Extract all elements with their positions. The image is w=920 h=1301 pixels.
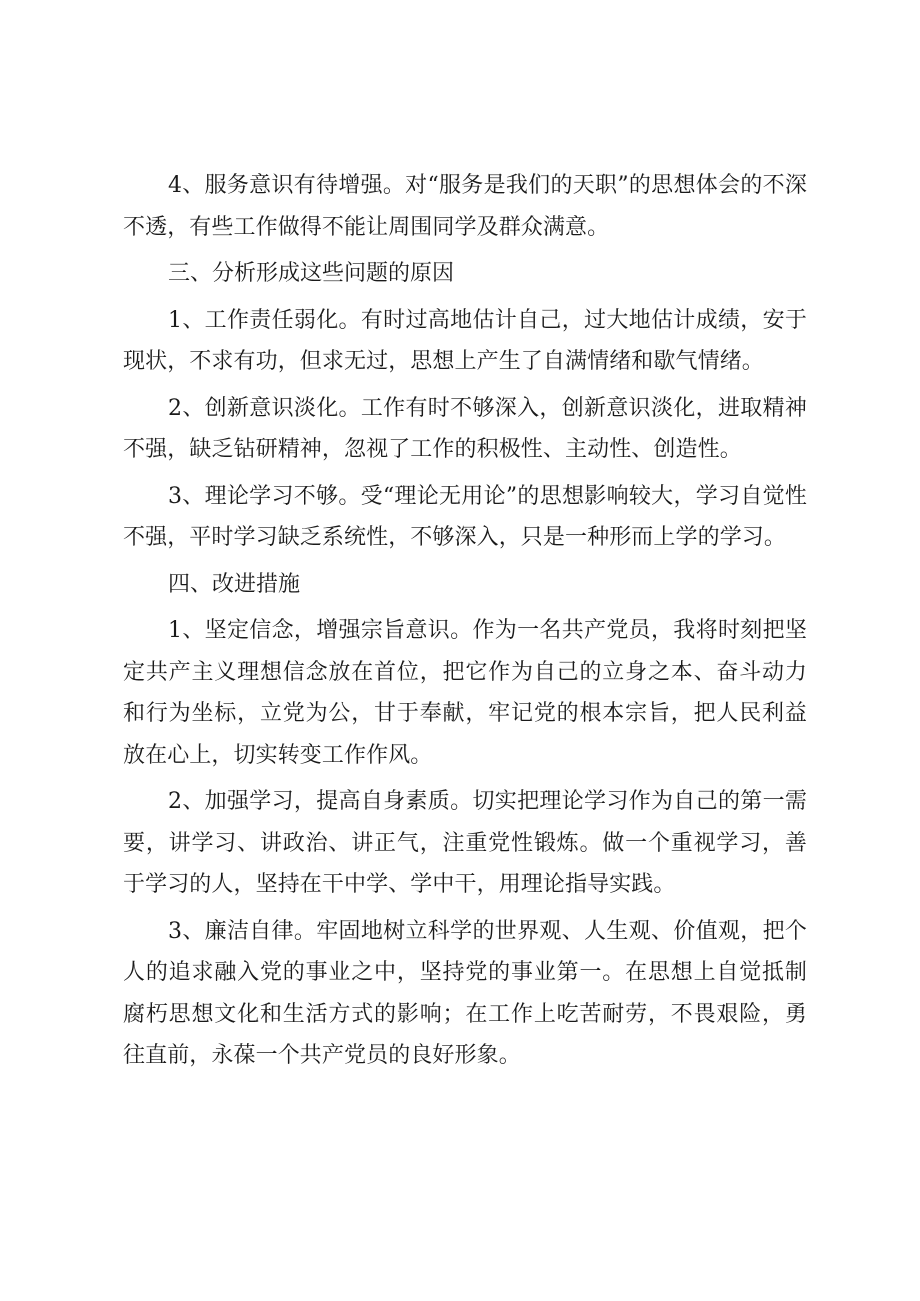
paragraph-service-awareness: 4、服务意识有待增强。对“服务是我们的天职”的思想体会的不深不透，有些工作做得不能让周围同学及群众满意。 <box>123 173 807 240</box>
paragraph-work-responsibility: 1、工作责任弱化。有时过高地估计自己，过大地估计成绩，安于现状，不求有功，但求无过，思想上产生了自满情绪和歇气情绪。 <box>123 307 807 374</box>
paragraph-innovation-awareness: 2、创新意识淡化。工作有时不够深入，创新意识淡化，进取精神不强，缺乏钻研精神，忽视了工作的积极性、主动性、创造性。 <box>123 395 807 462</box>
document-body <box>123 165 807 1082</box>
section-heading-causes: 三、分析形成这些问题的原因 <box>168 261 455 286</box>
paragraph-integrity: 3、廉洁自律。牢固地树立科学的世界观、人生观、价值观，把个人的追求融入党的事业之中，坚持党的事业第一。在思想上自觉抵制腐朽思想文化和生活方式的影响；在工作上吃苦耐劳，不畏艰险，勇往直前，永葆一个共产党员的良好形象。 <box>123 918 807 1068</box>
paragraph-firm-belief: 1、坚定信念，增强宗旨意识。作为一名共产党员，我将时刻把坚定共产主义理想信念放在首位，把它作为自己的立身之本、奋斗动力和行为坐标，立党为公，甘于奉献，牢记党的根本宗旨，把人民利益放在心上，切实转变工作作风。 <box>123 618 807 768</box>
paragraph-theory-study: 3、理论学习不够。受“理论无用论”的思想影响较大，学习自觉性不强，平时学习缺乏系统性，不够深入，只是一种形而上学的学习。 <box>123 483 807 550</box>
section-heading-improvements: 四、改进措施 <box>168 571 301 597</box>
paragraph-strengthen-study: 2、加强学习，提高自身素质。切实把理论学习作为自己的第一需要，讲学习、讲政治、讲正气，注重党性锻炼。做一个重视学习，善于学习的人，坚持在干中学、学中干，用理论指导实践。 <box>123 789 807 897</box>
